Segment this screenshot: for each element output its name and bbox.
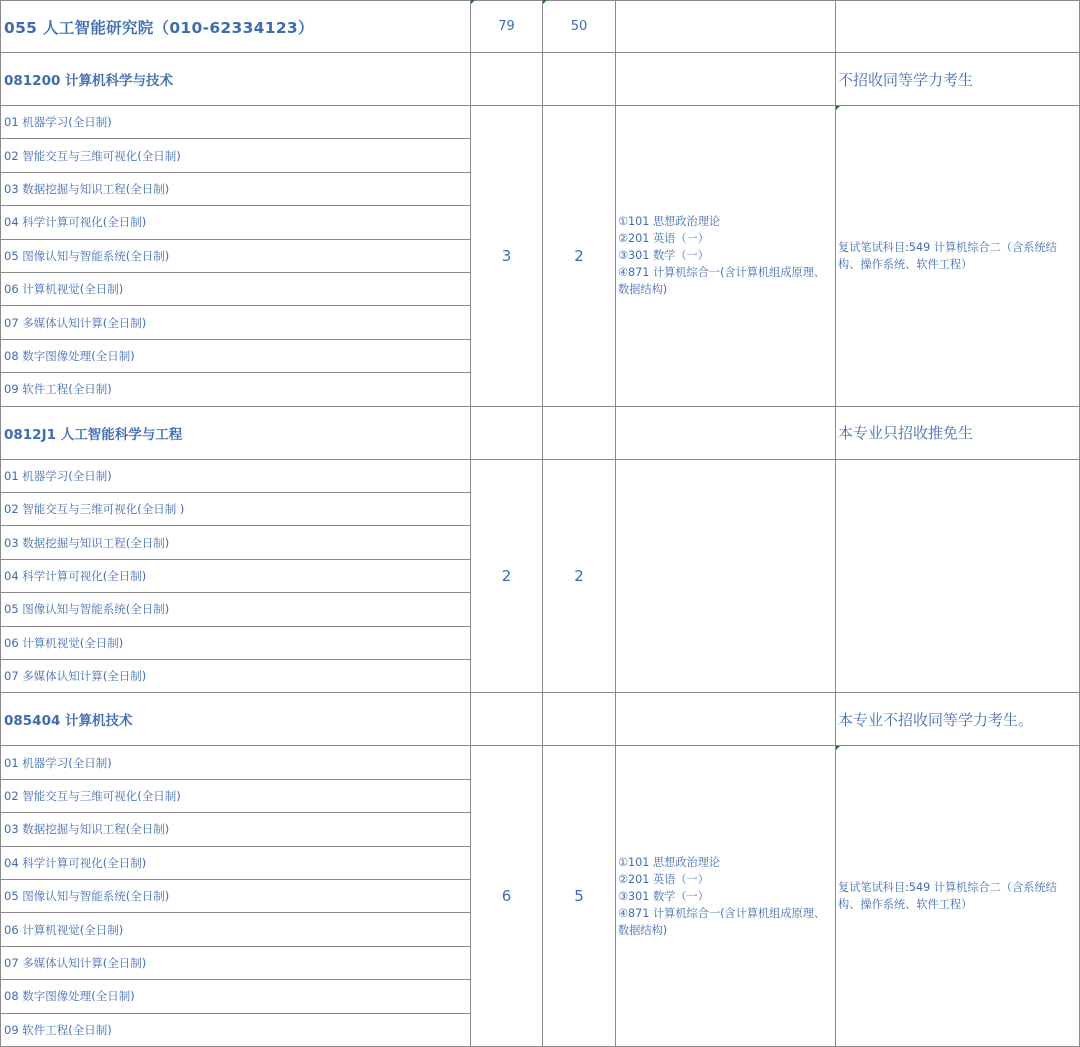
retest-subjects: 复试笔试科目:549 计算机综合二（含系统结构、操作系统、软件工程） [836,746,1080,1047]
major-empty-cell [616,407,836,460]
major-title: 081200 计算机科学与技术 [0,53,471,106]
exam-subjects: ①101 思想政治理论 ②201 英语（一） ③301 数学（一） ④871 计算机综合一(含计算机组成原理、数据结构) [616,106,836,407]
direction-item: 08 数字图像处理(全日制) [0,980,471,1013]
department-count-1: 79 [471,0,543,53]
retest-subjects [836,460,1080,694]
major-empty-cell [543,53,616,106]
direction-item: 05 图像认知与智能系统(全日制) [0,593,471,626]
direction-item: 01 机器学习(全日制) [0,106,471,139]
direction-item: 06 计算机视觉(全日制) [0,627,471,660]
department-title: 055 人工智能研究院（010-62334123） [0,0,471,53]
exam-subjects [616,460,836,694]
corner-mark [836,746,840,750]
direction-item: 05 图像认知与智能系统(全日制) [0,240,471,273]
enrollment-count: 6 [471,746,543,1047]
direction-item: 08 数字图像处理(全日制) [0,340,471,373]
direction-item: 02 智能交互与三维可视化(全日制 ) [0,493,471,526]
direction-item: 01 机器学习(全日制) [0,746,471,779]
direction-item: 06 计算机视觉(全日制) [0,273,471,306]
exam-subjects: ①101 思想政治理论 ②201 英语（一） ③301 数学（一） ④871 计算机综合一(含计算机组成原理、数据结构) [616,746,836,1047]
direction-item: 09 软件工程(全日制) [0,373,471,406]
major-note: 本专业不招收同等学力考生。 [836,693,1080,746]
direction-item: 04 科学计算可视化(全日制) [0,847,471,880]
major-title: 085404 计算机技术 [0,693,471,746]
department-note-empty [836,0,1080,53]
exempt-count: 5 [543,746,616,1047]
major-empty-cell [543,407,616,460]
department-exam-empty [616,0,836,53]
major-title: 0812J1 人工智能科学与工程 [0,407,471,460]
department-count-2: 50 [543,0,616,53]
direction-item: 03 数据挖掘与知识工程(全日制) [0,526,471,559]
direction-item: 07 多媒体认知计算(全日制) [0,947,471,980]
direction-item: 09 软件工程(全日制) [0,1014,471,1047]
direction-item: 04 科学计算可视化(全日制) [0,560,471,593]
major-note: 不招收同等学力考生 [836,53,1080,106]
corner-mark [471,0,475,4]
direction-item: 03 数据挖掘与知识工程(全日制) [0,813,471,846]
major-empty-cell [543,693,616,746]
retest-subjects: 复试笔试科目:549 计算机综合二（含系统结构、操作系统、软件工程） [836,106,1080,407]
direction-item: 01 机器学习(全日制) [0,460,471,493]
enrollment-count: 2 [471,460,543,694]
direction-item: 07 多媒体认知计算(全日制) [0,306,471,339]
exempt-count: 2 [543,106,616,407]
direction-item: 02 智能交互与三维可视化(全日制) [0,139,471,172]
direction-item: 05 图像认知与智能系统(全日制) [0,880,471,913]
major-note: 本专业只招收推免生 [836,407,1080,460]
direction-item: 02 智能交互与三维可视化(全日制) [0,780,471,813]
direction-item: 04 科学计算可视化(全日制) [0,206,471,239]
major-empty-cell [616,693,836,746]
corner-mark [836,106,840,110]
major-empty-cell [616,53,836,106]
direction-item: 03 数据挖掘与知识工程(全日制) [0,173,471,206]
corner-mark [543,0,547,4]
enrollment-count: 3 [471,106,543,407]
direction-item: 07 多媒体认知计算(全日制) [0,660,471,693]
major-empty-cell [471,407,543,460]
major-empty-cell [471,53,543,106]
major-empty-cell [471,693,543,746]
exempt-count: 2 [543,460,616,694]
direction-item: 06 计算机视觉(全日制) [0,913,471,946]
